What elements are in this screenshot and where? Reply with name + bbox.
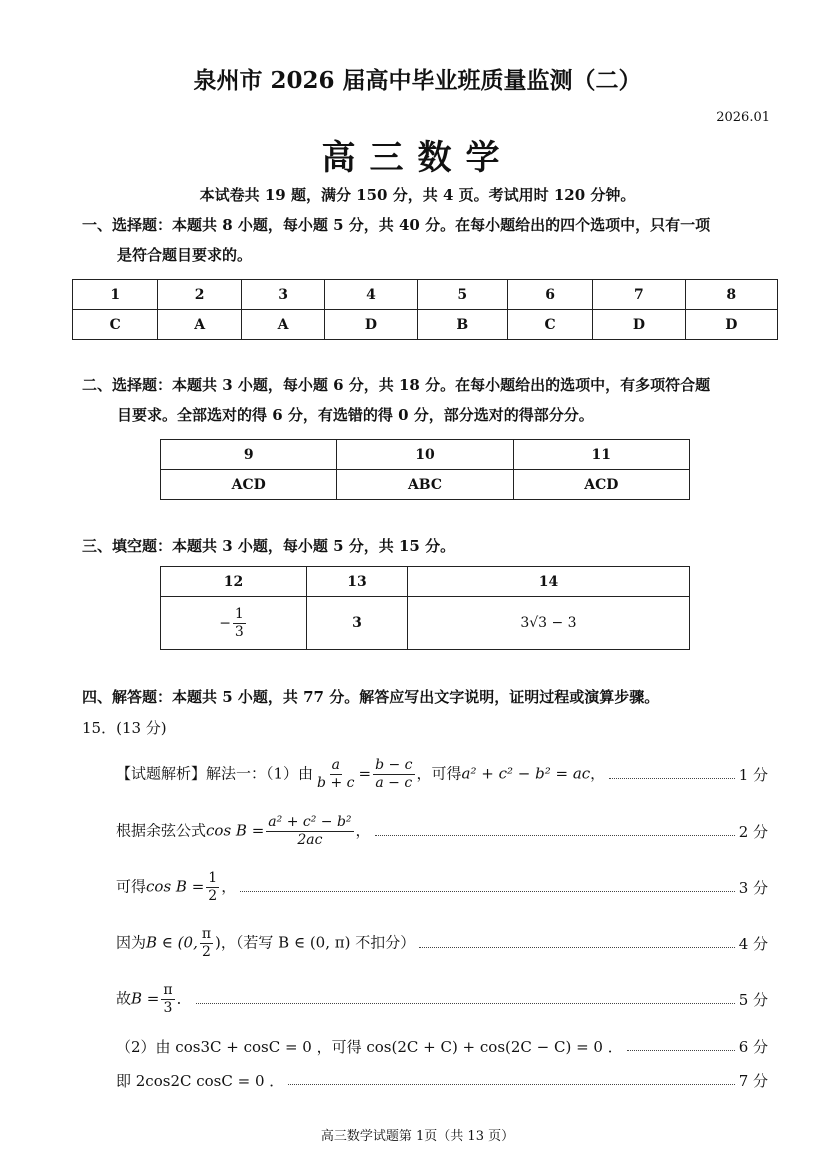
fraction-numerator: 1 [208, 869, 218, 886]
exam-title: 泉州市 2026 届高中毕业班质量监测（二） [193, 67, 642, 94]
formula: a² + c² − b² = ac [461, 764, 591, 782]
dot-leader [627, 1050, 735, 1051]
punctuation: ， [590, 764, 606, 782]
fraction-denominator: 3 [163, 999, 173, 1016]
question-number: 9 [161, 440, 337, 470]
answer-fraction [233, 606, 246, 641]
question-number: 14 [407, 567, 689, 597]
punctuation: ， [221, 877, 237, 895]
score-label: 5 分 [738, 990, 768, 1009]
solution-prefix: 故 [116, 989, 132, 1007]
question-number: 3 [241, 280, 324, 310]
question-number: 1 [73, 280, 158, 310]
section-2-answer-table [160, 439, 690, 500]
page-footer: 高三数学试题第 1页（共 13 页） [320, 1129, 515, 1144]
solution-connector: ，可得 [416, 764, 462, 782]
solution-line-4 [116, 922, 768, 964]
answer-sign: − [219, 615, 231, 631]
score-label: 6 分 [738, 1037, 768, 1056]
question-number: 8 [685, 280, 777, 310]
solution-line-5 [116, 978, 768, 1020]
formula: B = [131, 989, 160, 1007]
answer-cell: B [417, 310, 507, 340]
section-2-heading [82, 370, 782, 430]
fraction-denominator: 2ac [297, 831, 323, 848]
section-3-heading [82, 531, 782, 561]
solution-text [116, 814, 371, 849]
formula: B ∈ (0, [146, 933, 198, 951]
question-number: 12 [161, 567, 307, 597]
section-1-line2: 是符合题目要求的。 [117, 246, 253, 264]
table-row [161, 597, 690, 650]
section-2-line1: 二、选择题：本题共 3 小题，每小题 6 分，共 18 分。在每小题给出的选项中，有多项符合题 [82, 376, 711, 394]
exam-date: 2026.01 [716, 110, 770, 125]
section-1-answer-table [72, 279, 778, 340]
question-number: 7 [593, 280, 685, 310]
section-3-answer-table [160, 566, 690, 650]
dot-leader [609, 778, 735, 779]
fraction-denominator: b + c [317, 774, 355, 791]
dot-leader [240, 891, 734, 892]
solution-note: )，（若写 B ∈ (0, π) 不扣分） [215, 933, 416, 951]
answer-cell: D [593, 310, 685, 340]
answer-cell: D [685, 310, 777, 340]
section-4-line1: 四、解答题：本题共 5 小题，共 77 分。解答应写出文字说明，证明过程或演算步骤。 [82, 688, 660, 706]
score-label: 1 分 [738, 765, 768, 784]
fraction [206, 870, 219, 905]
answer-cell: C [73, 310, 158, 340]
section-4-heading [82, 682, 782, 712]
solution-line-6 [116, 1034, 768, 1058]
solution-prefix: 根据余弦公式 [116, 821, 207, 839]
answer-cell: ACD [161, 470, 337, 500]
section-3-line1: 三、填空题：本题共 3 小题，每小题 5 分，共 15 分。 [82, 537, 456, 555]
answer-cell: ACD [513, 470, 689, 500]
solution-prefix: 【试题解析】解法一：（1）由 [116, 764, 314, 782]
question-number: 4 [325, 280, 417, 310]
solution-line-2 [116, 810, 768, 852]
fraction [161, 982, 174, 1017]
fraction-numerator: π [201, 925, 212, 942]
score-label: 4 分 [738, 934, 768, 953]
table-row [161, 470, 690, 500]
solution-text: （2）由 cos3C + cosC = 0 ，可得 cos(2C + C) + cos(2C − C) = 0 ． [116, 1037, 623, 1056]
fraction-numerator: b − c [375, 756, 413, 773]
score-label: 7 分 [738, 1071, 768, 1090]
table-row [73, 310, 778, 340]
solution-prefix: 可得 [116, 877, 147, 895]
answer-cell: C [507, 310, 592, 340]
table-row [161, 440, 690, 470]
solution-prefix: 因为 [116, 933, 147, 951]
fraction-denominator: a − c [375, 774, 413, 791]
punctuation: ． [176, 989, 192, 1007]
fraction [200, 926, 213, 961]
solution-line-3 [116, 866, 768, 908]
solution-text [116, 757, 605, 792]
equals-sign: = [358, 764, 372, 782]
solution-text [116, 870, 236, 905]
answer-cell [161, 597, 307, 650]
question-number: 13 [307, 567, 408, 597]
fraction-numerator: a [331, 756, 340, 773]
dot-leader [375, 835, 735, 836]
punctuation: ， [355, 821, 371, 839]
exam-intro: 本试卷共 19 题，满分 150 分，共 4 页。考试用时 120 分钟。 [199, 186, 636, 204]
score-label: 3 分 [738, 878, 768, 897]
dot-leader [288, 1084, 734, 1085]
dot-leader [419, 947, 734, 948]
fraction-denominator: 2 [201, 943, 211, 960]
fraction-numerator: a² + c² − b² [268, 813, 352, 830]
fraction [315, 757, 356, 792]
question-number: 6 [507, 280, 592, 310]
answer-cell: ABC [337, 470, 513, 500]
fraction-denominator: 2 [208, 887, 218, 904]
question-number: 11 [513, 440, 689, 470]
question-15-label: 15．(13 分) [82, 719, 167, 737]
answer-cell: A [241, 310, 324, 340]
question-number: 10 [337, 440, 513, 470]
table-row [161, 567, 690, 597]
section-2-line2: 目要求。全部选对的得 6 分，有选错的得 0 分，部分选对的得部分分。 [117, 406, 594, 424]
fraction [266, 814, 353, 849]
answer-cell: 3√3 − 3 [407, 597, 689, 650]
question-number: 2 [158, 280, 241, 310]
dot-leader [196, 1003, 735, 1004]
section-1-line1: 一、选择题：本题共 8 小题，每小题 5 分，共 40 分。在每小题给出的四个选项中，只有一项 [82, 216, 711, 234]
section-1-heading [82, 210, 782, 270]
formula: cos B = [146, 877, 205, 895]
solution-text: 即 2cos2C cosC = 0 ． [116, 1071, 285, 1090]
fraction-numerator: π [163, 981, 173, 998]
solution-line-7 [116, 1068, 768, 1092]
solution-text [116, 926, 415, 961]
subject-title: 高三数学 [321, 138, 514, 178]
fraction-numerator: 1 [234, 605, 244, 622]
formula: cos B = [206, 821, 265, 839]
table-row [73, 280, 778, 310]
answer-cell: A [158, 310, 241, 340]
fraction [373, 757, 414, 792]
score-label: 2 分 [738, 822, 768, 841]
question-number: 5 [417, 280, 507, 310]
answer-cell: 3 [307, 597, 408, 650]
answer-cell: D [325, 310, 417, 340]
fraction-denominator: 3 [234, 623, 244, 640]
solution-line-1 [116, 753, 768, 795]
solution-text [116, 982, 192, 1017]
